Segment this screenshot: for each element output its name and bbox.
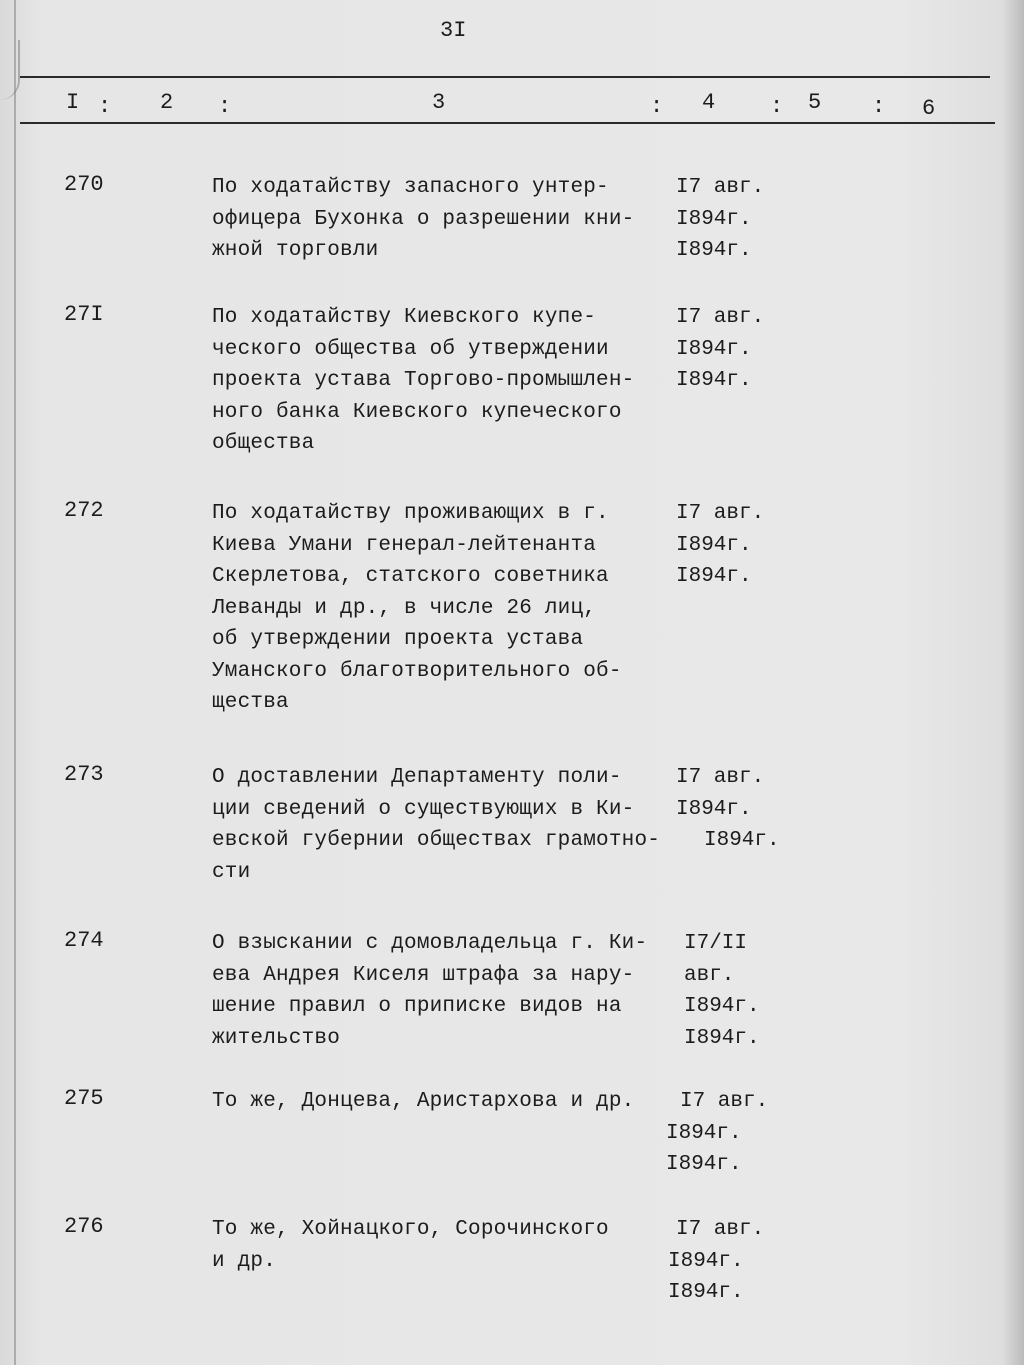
column-header-4: 4 xyxy=(702,90,716,115)
entry-number: 276 xyxy=(64,1214,104,1239)
entry-number: 274 xyxy=(64,928,104,953)
entry-number: 273 xyxy=(64,762,104,787)
entry-dates xyxy=(666,1086,776,1181)
column-header-6: 6 xyxy=(922,96,936,121)
entry-date: I7 авг. xyxy=(676,502,765,525)
entry-dates xyxy=(668,1214,778,1309)
entry-date: I894г. xyxy=(668,1281,744,1304)
header-top-rule xyxy=(20,76,990,78)
column-header-1: I xyxy=(66,90,80,115)
column-header-5: 5 xyxy=(808,90,822,115)
header-bottom-rule xyxy=(20,122,995,124)
entry-date: I894г. xyxy=(676,337,752,361)
column-header-2: 2 xyxy=(160,90,174,115)
entry-number: 272 xyxy=(64,498,104,523)
entry-date: авг. xyxy=(684,963,735,987)
entry-date: I7/II xyxy=(684,932,748,955)
column-separator: : xyxy=(98,94,112,119)
entry-date: I894г. xyxy=(676,207,752,231)
entry-title: То же, Донцева, Аристархова и др. xyxy=(212,1090,635,1113)
entry-number: 275 xyxy=(64,1086,104,1111)
entry-date: I894г. xyxy=(676,239,752,262)
entry-number: 270 xyxy=(64,172,104,197)
column-separator: : xyxy=(770,94,784,119)
entry-date: I894г. xyxy=(676,797,752,821)
entry-date: I894г. xyxy=(676,565,752,588)
entry-title: О доставлении Департаменту поли- ции сведений о существующих в Ки- евской губернии обществах грамотно- сти xyxy=(212,766,661,884)
column-header-3: 3 xyxy=(432,90,446,115)
entry-title: По ходатайству запасного унтер- офицера Бухонка о разрешении кни- жной торговли xyxy=(212,176,635,262)
entry-date: I894г. xyxy=(666,1153,742,1176)
entry-date: I7 авг. xyxy=(680,1090,769,1113)
entry-date: I7 авг. xyxy=(676,176,765,199)
column-separator: : xyxy=(218,94,232,119)
entry-date: I894г. xyxy=(676,533,752,557)
column-separator: : xyxy=(872,94,886,119)
page-number: 3I xyxy=(440,18,467,43)
entry-date: I894г. xyxy=(704,829,780,852)
entry-dates xyxy=(684,928,794,1054)
entry-date: I894г. xyxy=(684,995,760,1018)
entry-title: То же, Хойнацкого, Сорочинского и др. xyxy=(212,1218,609,1273)
entry-title: О взыскании с домовладельца г. Ки- ева Андрея Киселя штрафа за нару- шение правил о приписке видов на жительство xyxy=(212,932,648,1050)
binding-line xyxy=(14,0,16,1365)
entry-date: I894г. xyxy=(666,1121,742,1145)
entry-date: I894г. xyxy=(684,1026,760,1050)
entry-date: I7 авг. xyxy=(676,1218,765,1241)
entry-dates xyxy=(676,762,786,857)
entry-title: По ходатайству проживающих в г. Киева Умани генерал-лейтенанта Скерлетова, статского советника Леванды и др., в числе 26 лиц, об утверждении проекта устава Уманского благотворительного об- щества xyxy=(212,502,622,714)
entry-dates xyxy=(676,172,786,267)
binding-mark xyxy=(0,40,20,100)
entry-dates xyxy=(676,302,786,397)
entry-date: I7 авг. xyxy=(676,306,765,329)
entry-date: I7 авг. xyxy=(676,766,765,789)
column-separator: : xyxy=(650,94,664,119)
entry-number: 27I xyxy=(64,302,104,327)
entry-date: I894г. xyxy=(668,1249,744,1273)
entry-title: По ходатайству Киевского купе- ческого общества об утверждении проекта устава Торгово-промышлен- ного банка Киевского купеческого общества xyxy=(212,306,635,455)
entry-dates xyxy=(676,498,786,593)
page-edge-shadow xyxy=(1002,0,1024,1365)
entry-date: I894г. xyxy=(676,369,752,392)
